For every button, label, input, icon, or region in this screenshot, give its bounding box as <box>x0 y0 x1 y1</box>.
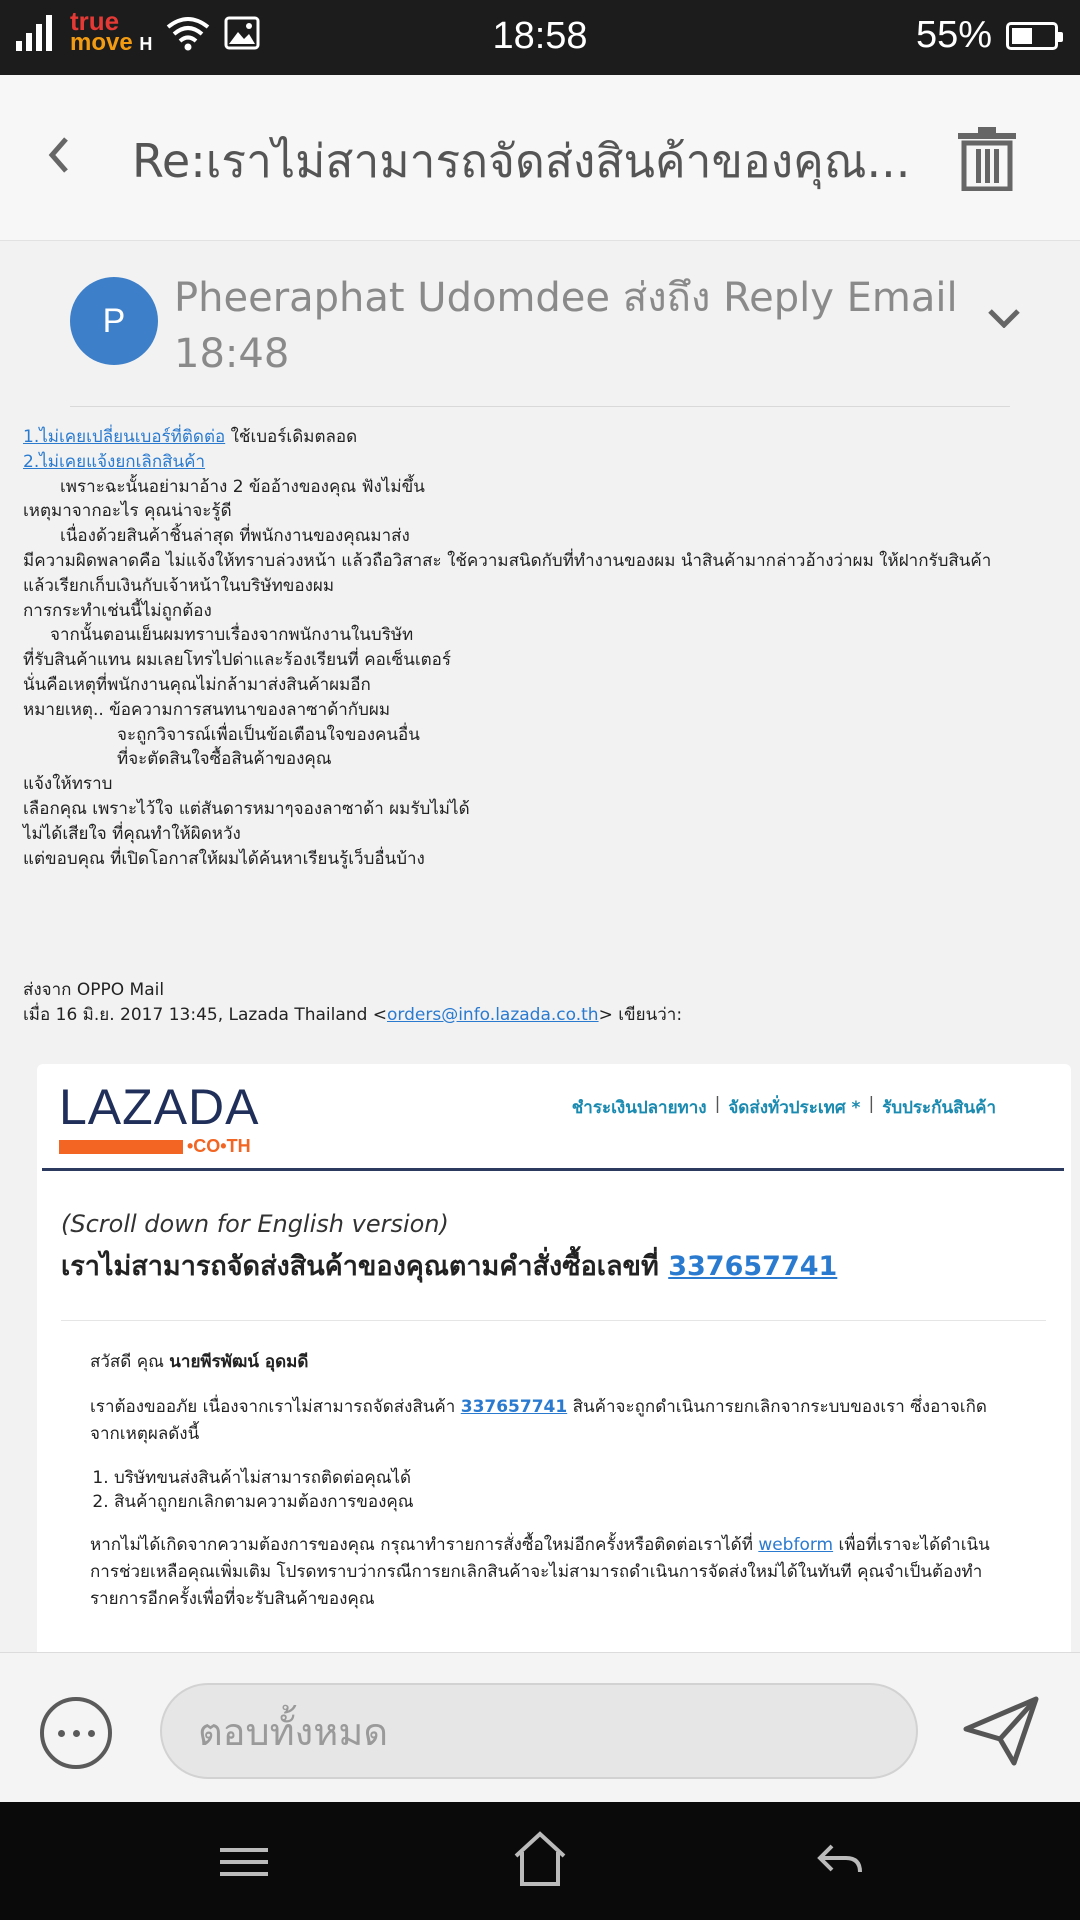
dot-icon <box>88 1730 95 1737</box>
expand-details-button[interactable] <box>988 308 1020 332</box>
delete-button[interactable] <box>956 125 1018 195</box>
back-button[interactable] <box>38 125 78 185</box>
body-line: ไม่ได้เสียใจ ที่คุณทำให้ผิดหวัง <box>23 823 241 844</box>
reply-bar <box>0 1652 1080 1803</box>
body-line: แล้วเรียกเก็บเงินกับเจ้าหน้าในบริษัทของผม <box>23 575 335 596</box>
system-nav-bar <box>0 1802 1080 1920</box>
order-number-link[interactable]: 337657741 <box>460 1397 568 1417</box>
logo-word: LAZADA <box>59 1079 260 1135</box>
email-header <box>0 75 1080 241</box>
dot-icon <box>58 1730 65 1737</box>
paragraph: หากไม่ได้เกิดจากความต้องการของคุณ กรุณาทำรายการสั่งซื้อใหม่อีกครั้งหรือติดต่อเราได้ที่ webform เพื่อที่เราจะได้ดำเนินการช่วยเหลือคุณเพิ่มเติม โปรดทราบว่ากรณีการยกเลิกสินค้าจะไม่สามารถดำเนินการจัดส่งใหม่ได้ในทันที คุณจำเป็นต้องทำรายการอีกครั้งเพื่อที่จะรับสินค้าของคุณ <box>90 1535 990 1609</box>
body-line: เนื่องด้วยสินค้าชิ้นล่าสุด ที่พนักงานของคุณมาส่ง <box>60 526 410 547</box>
nav-shipping[interactable]: จัดส่งทั่วประเทศ * <box>728 1098 861 1118</box>
reason-list <box>90 1466 1010 1514</box>
divider <box>70 406 1010 407</box>
battery-percent: 55% <box>915 14 992 56</box>
sender-line: Pheeraphat Udomdee ส่งถึง Reply Email <box>174 275 958 321</box>
body-line: 1.ไม่เคยเปลี่ยนเบอร์ที่ติดต่อ ใช้เบอร์เดิมตลอด <box>23 427 358 447</box>
sender-row[interactable] <box>0 240 1080 408</box>
battery-icon <box>1006 22 1058 50</box>
send-button[interactable] <box>962 1695 1040 1771</box>
lazada-logo <box>59 1079 260 1157</box>
status-time: 18:58 <box>492 15 588 57</box>
back-arrow-icon <box>814 1830 866 1890</box>
body-line: หมายเหตุ.. ข้อความการสนทนาของลาซาด้ากับผม <box>23 699 391 720</box>
order-number-link[interactable]: 337657741 <box>668 1251 838 1282</box>
nav-warranty[interactable]: รับประกันสินค้า <box>882 1098 996 1118</box>
trash-icon <box>956 125 1018 191</box>
card-title: เราไม่สามารถจัดส่งสินค้าของคุณตามคำสั่งซื้อเลขที่ 337657741 <box>61 1251 838 1282</box>
header-rule <box>42 1168 1064 1171</box>
scroll-note: (Scroll down for English version) <box>61 1210 449 1238</box>
body-line: จากนั้นตอนเย็นผมทราบเรื่องจากพนักงานในบริษัท <box>50 625 414 646</box>
sender-info <box>174 270 958 382</box>
more-options-button[interactable] <box>40 1697 112 1769</box>
status-battery <box>916 14 1058 57</box>
home-button[interactable] <box>512 1830 568 1894</box>
list-item: 1. บริษัทขนส่งสินค้าไม่สามารถติดต่อคุณได้ <box>114 1466 1010 1490</box>
status-bar <box>0 0 1080 75</box>
menu-button[interactable] <box>218 1830 270 1894</box>
reply-all-input[interactable]: ตอบทั้งหมด <box>160 1683 918 1779</box>
sent-from: ส่งจาก OPPO Mail <box>23 980 165 1000</box>
body-line: นั่นคือเหตุที่พนักงานคุณไม่กล้ามาส่งสินค้าผมอีก <box>23 674 371 695</box>
body-line <box>23 450 1063 475</box>
body-link-1[interactable]: 1.ไม่เคยเปลี่ยนเบอร์ที่ติดต่อ <box>23 427 226 447</box>
lazada-nav <box>572 1094 996 1121</box>
body-line: แต่ขอบคุณ ที่เปิดโอกาสให้ผมได้ค้นหาเรียนรู้เว็บอื่นบ้าง <box>23 848 425 869</box>
send-icon <box>962 1695 1040 1767</box>
body-line: มีความผิดพลาดคือ ไม่แจ้งให้ทราบล่วงหน้า แล้วถือวิสาสะ ใช้ความสนิดกับที่ทำงานของผม นำสินค้ามากล่าวอ้างว่าผม ให้ฝากรับสินค้า <box>23 550 992 571</box>
body-line: จะถูกวิจารณ์เพื่อเป็นข้อเตือนใจของคนอื่น <box>117 724 420 745</box>
body-line: เพราะฉะนั้นอย่ามาอ้าง 2 ข้ออ้างของคุณ ฟังไม่ขึ้น <box>60 476 425 497</box>
avatar: P <box>70 277 158 365</box>
card-body <box>90 1349 1010 1631</box>
body-line: ที่จะตัดสินใจซื้อสินค้าของคุณ <box>117 749 332 770</box>
webform-link[interactable]: webform <box>758 1535 834 1555</box>
back-nav-button[interactable] <box>814 1830 866 1894</box>
nav-cod[interactable]: ชำระเงินปลายทาง <box>571 1098 707 1118</box>
email-body <box>23 425 1063 871</box>
home-icon <box>512 1830 568 1890</box>
quote-attribution: เมื่อ 16 มิ.ย. 2017 13:45, Lazada Thailand <orders@info.lazada.co.th> เขียนว่า: <box>23 1004 683 1025</box>
body-line: เลือกคุณ เพราะไว้ใจ แต่สันดารหมาๆจองลาซาด้า ผมรับไม่ได้ <box>23 798 470 819</box>
logo-suffix: •CO•TH <box>187 1136 251 1156</box>
body-link-2[interactable]: 2.ไม่เคยแจ้งยกเลิกสินค้า <box>23 451 206 472</box>
paragraph: เราต้องขออภัย เนื่องจากเราไม่สามารถจัดส่งสินค้า 337657741 สินค้าจะถูกดำเนินการยกเลิกจากระบบของเรา ซึ่งอาจเกิดจากเหตุผลดังนี้ <box>90 1397 987 1444</box>
body-line: ที่รับสินค้าแทน ผมเลยโทรไปด่าและร้องเรียนที่ คอเซ็นเตอร์ <box>23 650 452 671</box>
divider <box>61 1320 1046 1321</box>
sent-time: 18:48 <box>174 331 290 377</box>
quote-header <box>23 978 682 1028</box>
list-item: 2. สินค้าถูกยกเลิกตามความต้องการของคุณ <box>114 1490 1010 1514</box>
chevron-left-icon <box>46 135 70 175</box>
body-line: การกระทำเช่นนี้ไม่ถูกต้อง <box>23 600 212 621</box>
body-line: เหตุมาจากอะไร คุณน่าจะรู้ดี <box>23 501 232 522</box>
nav-separator: | <box>868 1094 875 1114</box>
carrier-logo: true move H <box>70 6 153 56</box>
nav-separator: | <box>714 1094 721 1114</box>
email-subject: Re:เราไม่สามารถจัดส่งสินค้าของคุณ... <box>132 134 911 188</box>
quoted-email-link[interactable]: orders@info.lazada.co.th <box>387 1004 599 1025</box>
body-line: แจ้งให้ทราบ <box>23 774 113 795</box>
customer-name: นายพีรพัฒน์ อุดมดี <box>169 1352 309 1372</box>
chevron-down-icon <box>988 308 1020 328</box>
greeting: สวัสดี คุณ นายพีรพัฒน์ อุดมดี <box>90 1352 309 1372</box>
quoted-lazada-email <box>37 1064 1071 1664</box>
menu-icon <box>218 1830 270 1890</box>
dot-icon <box>73 1730 80 1737</box>
